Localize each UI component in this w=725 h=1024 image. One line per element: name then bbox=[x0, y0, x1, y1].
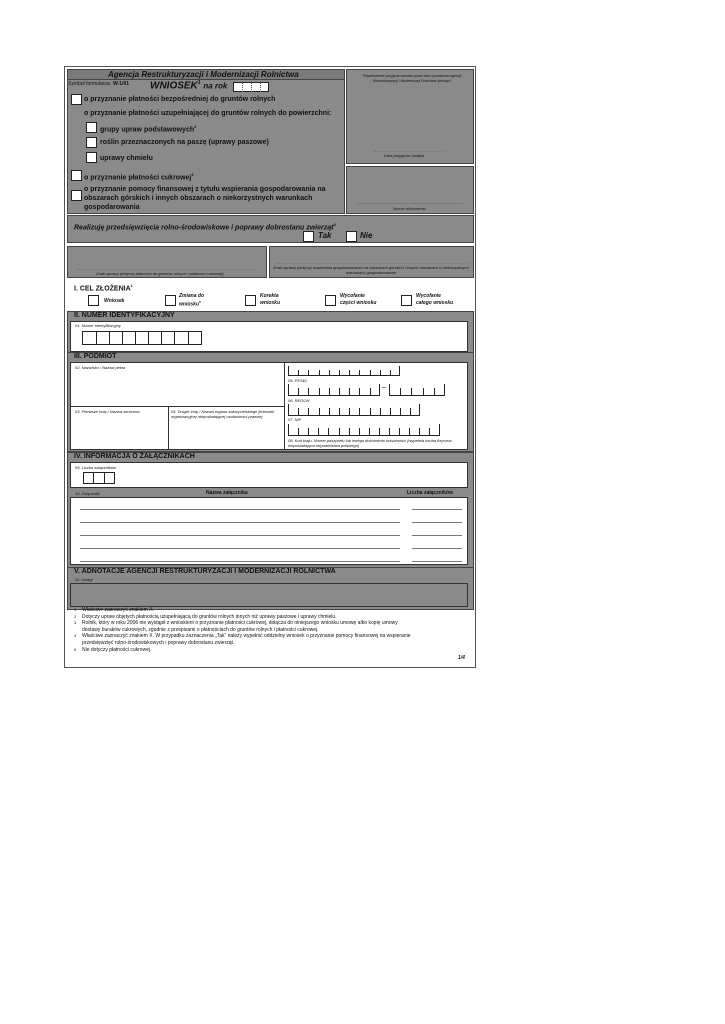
attachment-count-box bbox=[70, 462, 468, 488]
purpose-partial-withdraw-label-2: części wniosku bbox=[340, 300, 377, 306]
form-title-suffix: na rok bbox=[203, 81, 228, 91]
regon-a-cell-divider bbox=[349, 388, 350, 396]
passport-cell-divider bbox=[389, 428, 390, 436]
date-label: Data przyjęcia i podpis bbox=[384, 153, 425, 158]
year-field[interactable] bbox=[233, 82, 269, 92]
passport-cell-divider bbox=[409, 428, 410, 436]
nip-cell-divider bbox=[359, 408, 360, 416]
regon-a-cell-divider bbox=[329, 388, 330, 396]
regon-a-cell-divider bbox=[308, 388, 309, 396]
attachment-row-line[interactable] bbox=[80, 509, 400, 510]
symbol-label: Symbol formularza: bbox=[68, 81, 112, 87]
footnote-text: Nie dotyczy płatności cukrowej. bbox=[82, 646, 152, 653]
footnote-number: 5 bbox=[74, 646, 77, 652]
footnote-row bbox=[74, 633, 469, 640]
year-divider bbox=[251, 83, 252, 92]
nip-cell-divider bbox=[390, 408, 391, 416]
direct-payment-label: o przyznanie płatności bezpośredniej do gruntów rolnych bbox=[84, 96, 276, 103]
pesel-cell-divider bbox=[370, 370, 371, 376]
footnote-row bbox=[74, 614, 469, 621]
regon-a-cell-divider bbox=[370, 388, 371, 396]
date-line bbox=[374, 151, 444, 152]
nip-cell-divider bbox=[410, 408, 411, 416]
passport-cell-divider bbox=[429, 428, 430, 436]
pesel-cell-divider bbox=[349, 370, 350, 376]
nip-cell-divider bbox=[400, 408, 401, 416]
pesel-cell-divider bbox=[339, 370, 340, 376]
purpose-partial-withdraw-label-1: Wycofanie bbox=[340, 293, 365, 299]
nip-cell-divider bbox=[349, 408, 350, 416]
notes-field[interactable] bbox=[70, 583, 468, 607]
basic-crops-text: grupy upraw podstawowych bbox=[100, 126, 195, 134]
attachment-row-line[interactable] bbox=[80, 522, 400, 523]
attachment-count-divider bbox=[93, 472, 94, 483]
pesel-cell-divider bbox=[319, 370, 320, 376]
purpose-partial-withdraw-checkbox[interactable] bbox=[325, 295, 336, 306]
case-mark-left-label: Znak sprawy (dotyczy płatności do gruntów rolnych i płatności cukrowej) bbox=[96, 271, 224, 276]
regon-b-cell-divider bbox=[400, 388, 401, 396]
purpose-change-checkbox[interactable] bbox=[165, 295, 176, 306]
attachment-count-field[interactable] bbox=[83, 472, 115, 484]
section1-title bbox=[74, 283, 133, 292]
agri-env-yes-label: Tak bbox=[318, 231, 332, 240]
footnote-number: 3 bbox=[74, 620, 77, 626]
purpose-change-sup: 5 bbox=[199, 300, 201, 304]
regon-field-b[interactable] bbox=[389, 384, 445, 396]
footnote-text: dostawy buraków cukrowych, zgodnie z przepisami o płatnościach do gruntów rolnych i płatności cukrowej. bbox=[82, 626, 319, 633]
doc-number-line bbox=[358, 203, 463, 204]
purpose-application-checkbox[interactable] bbox=[88, 295, 99, 306]
id-cell-divider bbox=[96, 331, 97, 344]
case-mark-right-line bbox=[276, 263, 468, 264]
agri-env-question-text: Realizuję przedsięwzięcia rolno-środowiskowe i poprawy dobrostanu zwierząt bbox=[74, 224, 334, 232]
attachment-count-line[interactable] bbox=[412, 522, 462, 523]
section1-title-sup: 1 bbox=[130, 283, 133, 288]
nip-cell-divider bbox=[329, 408, 330, 416]
second-name-label: 04. Drugie Imię / Nazwa organu założycielskiego jednostki organizacyjnej nieposiadającej osobowości prawnej bbox=[171, 409, 275, 419]
country-passport-field[interactable] bbox=[288, 424, 440, 436]
section2-title: II. NUMER IDENTYFIKACYJNY bbox=[74, 312, 175, 319]
regon-b-cell-divider bbox=[434, 388, 435, 396]
regon-field-a[interactable] bbox=[288, 384, 380, 396]
fodder-crops-label: roślin przeznaczonych na paszę (uprawy paszowe) bbox=[100, 139, 269, 146]
attachment-count-divider bbox=[104, 472, 105, 483]
section5-title: V. ADNOTACJE AGENCJI RESTRUKTURYZACJI I MODERNIZACJI ROLNICTWA bbox=[74, 568, 336, 575]
lfa-support-label-1: o przyznanie pomocy finansowej z tytułu wspierania gospodarowania na bbox=[84, 186, 326, 193]
passport-cell-divider bbox=[308, 428, 309, 436]
agri-env-yes-checkbox[interactable] bbox=[303, 231, 314, 242]
lfa-support-checkbox[interactable] bbox=[71, 190, 82, 201]
doc-number-label: Numer dokumentu bbox=[393, 206, 426, 211]
attachment-count-header: Liczba załączników bbox=[407, 490, 453, 496]
basic-crops-label bbox=[100, 124, 196, 133]
pesel-field[interactable] bbox=[288, 366, 400, 376]
attachments-label: 10. Załączniki bbox=[75, 491, 100, 496]
passport-cell-divider bbox=[328, 428, 329, 436]
footnote-text: Właściwe zaznaczyć znakiem X. bbox=[82, 607, 154, 613]
purpose-full-withdraw-checkbox[interactable] bbox=[401, 295, 412, 306]
pesel-cell-divider bbox=[380, 370, 381, 376]
sugar-payment-checkbox[interactable] bbox=[71, 170, 82, 181]
hops-checkbox[interactable] bbox=[86, 152, 97, 163]
basic-crops-sup: 2 bbox=[194, 124, 197, 129]
regon-a-cell-divider bbox=[339, 388, 340, 396]
name-label: 02. Nazwisko / Nazwa pełna bbox=[75, 365, 126, 370]
purpose-correction-label-1: Korekta bbox=[260, 293, 279, 299]
purpose-correction-checkbox[interactable] bbox=[245, 295, 256, 306]
page-number: 1/4 bbox=[458, 655, 465, 661]
footnotes bbox=[74, 607, 469, 653]
pesel-label: 05. PESEL bbox=[288, 378, 308, 383]
regon-a-cell-divider bbox=[359, 388, 360, 396]
section3-title: III. PODMIOT bbox=[74, 353, 117, 360]
passport-cell-divider bbox=[318, 428, 319, 436]
footnote-text: Dotyczy upraw objętych płatnością uzupełniającą do gruntów rolnych innych niż uprawy paszowe i uprawy chmielu. bbox=[82, 613, 337, 620]
lfa-support-label-3: gospodarowania bbox=[84, 204, 140, 211]
id-number-label: 01. Numer identyfikacyjny bbox=[75, 323, 121, 328]
footnote-row bbox=[74, 627, 469, 634]
regon-a-cell-divider bbox=[319, 388, 320, 396]
regon-b-cell-divider bbox=[423, 388, 424, 396]
passport-cell-divider bbox=[298, 428, 299, 436]
id-cell-divider bbox=[174, 331, 175, 344]
subject-hdivider bbox=[70, 406, 284, 407]
nip-cell-divider bbox=[319, 408, 320, 416]
id-number-field[interactable] bbox=[82, 331, 202, 345]
form-title-sup: 1 bbox=[197, 80, 201, 86]
symbol-value: W-1/01 bbox=[113, 81, 130, 87]
attachment-row-line[interactable] bbox=[80, 535, 400, 536]
year-divider bbox=[242, 83, 243, 92]
agri-env-question bbox=[74, 222, 336, 231]
hops-label: uprawy chmielu bbox=[100, 155, 153, 162]
pesel-cell-divider bbox=[390, 370, 391, 376]
purpose-full-withdraw-label-1: Wycofanie bbox=[416, 293, 441, 299]
agri-env-no-checkbox[interactable] bbox=[346, 231, 357, 242]
attachment-row-line[interactable] bbox=[80, 548, 400, 549]
passport-cell-divider bbox=[339, 428, 340, 436]
purpose-correction-label-2: wniosku bbox=[260, 300, 281, 306]
nip-cell-divider bbox=[380, 408, 381, 416]
fodder-crops-checkbox[interactable] bbox=[86, 137, 97, 148]
section4-title: IV. INFORMACJA O ZAŁĄCZNIKACH bbox=[74, 453, 195, 460]
sugar-payment-text: o przyznanie płatności cukrowej bbox=[84, 174, 192, 182]
nip-cell-divider bbox=[339, 408, 340, 416]
passport-cell-divider bbox=[369, 428, 370, 436]
id-cell-divider bbox=[188, 331, 189, 344]
country-passport-label: 08. Kod kraju, Numer paszportu lub innego dokumentu tożsamości (wypełnia osoba fizyczna nieposiadająca obywatelstwa polskiego) bbox=[288, 438, 452, 448]
agri-env-question-sup: 4 bbox=[333, 222, 336, 227]
id-cell-divider bbox=[109, 331, 110, 344]
form-title-text: WNIOSEK bbox=[150, 80, 198, 92]
pesel-cell-divider bbox=[359, 370, 360, 376]
lfa-support-label-2: obszarach górskich i innych obszarach o niekorzystnych warunkach bbox=[84, 195, 313, 202]
notes-label: 11. Uwagi bbox=[75, 577, 93, 582]
purpose-change-label-2 bbox=[179, 300, 201, 308]
pesel-cell-divider bbox=[298, 370, 299, 376]
subject-vdivider-2 bbox=[168, 406, 169, 450]
supplementary-label: o przyznanie płatności uzupełniającej do gruntów rolnych do powierzchni: bbox=[84, 110, 332, 117]
agri-env-no-label: Nie bbox=[360, 231, 373, 240]
section1-title-text: I. CEL ZŁOŻENIA bbox=[74, 285, 131, 293]
attachments-list bbox=[70, 497, 468, 565]
nip-label: 07. NIP bbox=[288, 417, 302, 422]
footnote-text: Rolnik, który w roku 2006 nie wystąpił z wnioskiem o przyznanie płatności cukrowej, dołącza do niniejszego wniosku umowę albo kopię umowy bbox=[82, 620, 398, 627]
id-cell-divider bbox=[161, 331, 162, 344]
passport-cell-divider bbox=[349, 428, 350, 436]
footnote-text: przedsięwzięć rolno-środowiskowych i poprawy dobrostanu zwierząt. bbox=[82, 639, 235, 646]
passport-cell-divider bbox=[419, 428, 420, 436]
footnote-row bbox=[74, 607, 469, 614]
attachment-row-line[interactable] bbox=[80, 561, 400, 562]
purpose-application-label: Wniosek bbox=[104, 298, 125, 304]
attachment-count-label: 09. Liczba załączników bbox=[75, 465, 116, 470]
footnote-number: 2 bbox=[74, 613, 77, 619]
passport-cell-divider bbox=[379, 428, 380, 436]
first-name-label: 03. Pierwsze Imię / Nazwa skrócona bbox=[75, 409, 140, 414]
footnote-row bbox=[74, 640, 469, 647]
regon-a-cell-divider bbox=[298, 388, 299, 396]
nip-cell-divider bbox=[308, 408, 309, 416]
purpose-change-label-1: Zmiana do bbox=[179, 293, 205, 299]
pesel-cell-divider bbox=[329, 370, 330, 376]
passport-cell-divider bbox=[359, 428, 360, 436]
case-mark-left-line bbox=[78, 269, 258, 270]
footnote-row bbox=[74, 620, 469, 627]
id-cell-divider bbox=[148, 331, 149, 344]
id-cell-divider bbox=[122, 331, 123, 344]
purpose-change-text: wniosku bbox=[179, 301, 200, 308]
year-divider bbox=[260, 83, 261, 92]
case-mark-right-label: Znak sprawy (dotyczy wspierania gospodarowania na obszarach górskich i innych obszarach o niekorzystnych warunkach gospodarowania bbox=[273, 265, 469, 275]
regon-dash: – bbox=[382, 384, 386, 391]
id-cell-divider bbox=[135, 331, 136, 344]
agency-name: Agencja Restrukturyzacji i Modernizacji Rolnictwa bbox=[108, 70, 299, 79]
regon-b-cell-divider bbox=[411, 388, 412, 396]
footnote-number: 1 bbox=[74, 607, 77, 612]
attachment-count-line[interactable] bbox=[412, 548, 462, 549]
form-title bbox=[150, 80, 227, 91]
footnote-text: Właściwe zaznaczyć znakiem X. W przypadku zaznaczenia „Tak” należy wypełnić oddzielny wniosek o przyznanie pomocy finansowej na wspieranie bbox=[82, 633, 411, 640]
receipt-stamp-text: Potwierdzenie przyjęcia wniosku przez biuro powiatowe Agencji Restrukturyzacji i Modernizacji Rolnictwa /pieczęć/ bbox=[362, 74, 462, 83]
footnote-number: 4 bbox=[74, 633, 77, 639]
sugar-payment-sup: 3 bbox=[191, 172, 194, 177]
direct-payment-checkbox[interactable] bbox=[71, 94, 82, 105]
attachment-count-line[interactable] bbox=[412, 535, 462, 536]
attachment-name-header: Nazwa załącznika bbox=[206, 490, 248, 496]
nip-cell-divider bbox=[298, 408, 299, 416]
sugar-payment-label bbox=[84, 172, 194, 181]
basic-crops-checkbox[interactable] bbox=[86, 122, 97, 133]
subject-vdivider bbox=[284, 362, 285, 450]
footnote-row bbox=[74, 647, 469, 654]
purpose-full-withdraw-label-2: całego wniosku bbox=[416, 300, 454, 306]
pesel-cell-divider bbox=[308, 370, 309, 376]
attachment-count-line[interactable] bbox=[412, 561, 462, 562]
attachment-count-line[interactable] bbox=[412, 509, 462, 510]
passport-cell-divider bbox=[399, 428, 400, 436]
nip-cell-divider bbox=[370, 408, 371, 416]
regon-label: 06. REGON bbox=[288, 398, 310, 403]
